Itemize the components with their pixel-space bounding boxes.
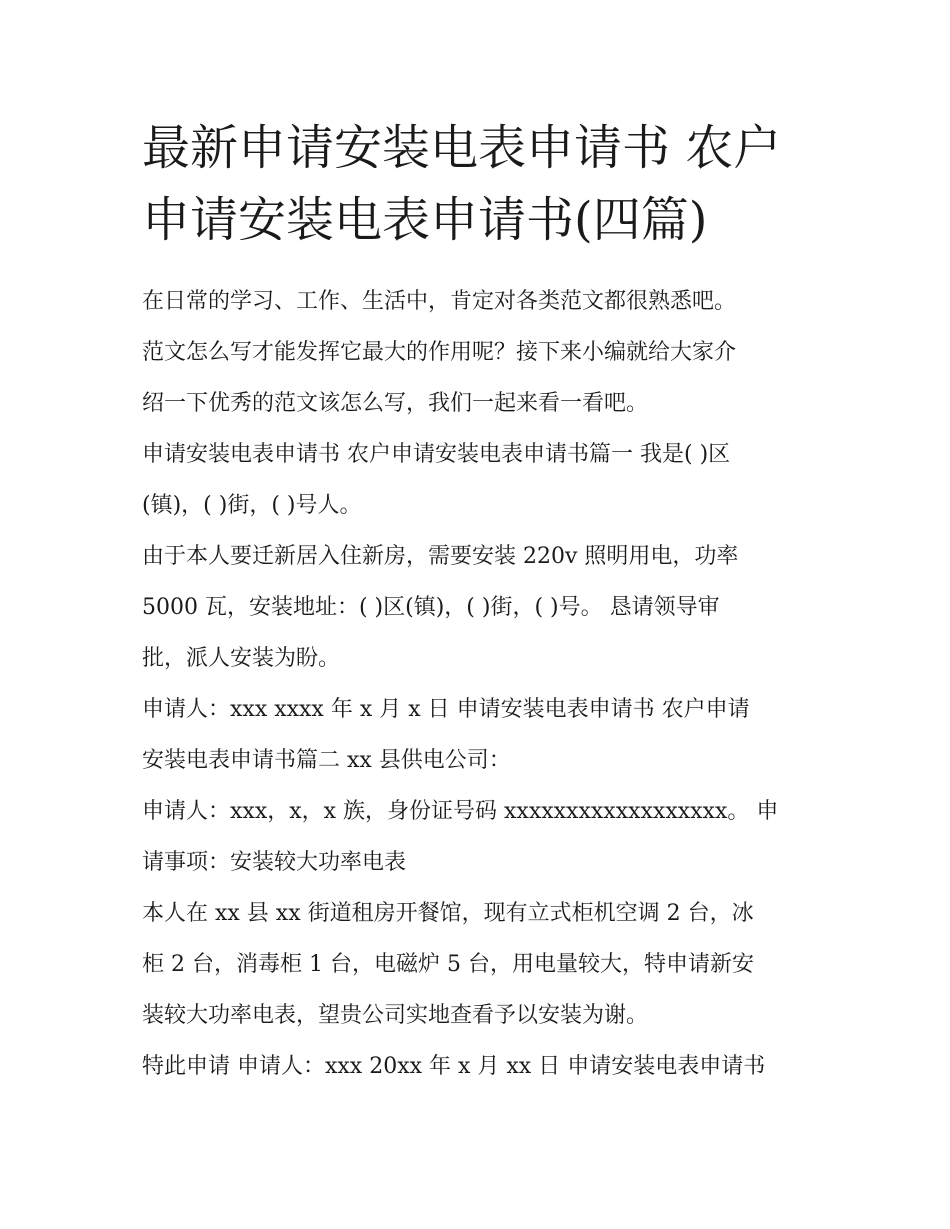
body-line-10: 安装电表申请书篇二 xx 县供电公司：: [142, 748, 511, 773]
body-line-5: (镇)，( )街，( )号人。: [142, 493, 362, 518]
body-line-16: 特此申请 申请人：xxx 20xx 年 x 月 xx 日 申请安装电表申请书: [142, 1054, 766, 1079]
title-line-2: 申请安装电表申请书(四篇): [142, 192, 708, 248]
body-line-8: 批，派人安装为盼。: [142, 646, 341, 671]
body-line-1: 在日常的学习、工作、生活中，肯定对各类范文都很熟悉吧。: [142, 289, 737, 314]
body-line-14: 柜 2 台，消毒柜 1 台，电磁炉 5 台，用电量较大，特申请新安: [142, 952, 754, 977]
document-title: [142, 112, 842, 256]
body-line-9: 申请人：xxx xxxx 年 x 月 x 日 申请安装电表申请书 农户申请: [142, 697, 750, 722]
body-line-7: 5000 瓦，安装地址：( )区(镇)，( )街，( )号。 恳请领导审: [142, 595, 720, 620]
body-line-11: 申请人：xxx，x，x 族，身份证号码 xxxxxxxxxxxxxxxxxx。 申: [142, 799, 779, 824]
body-line-12: 请事项：安装较大功率电表: [142, 850, 407, 875]
document-body: [142, 276, 832, 1092]
body-line-3: 绍一下优秀的范文该怎么写，我们一起来看一看吧。: [142, 391, 649, 416]
body-line-13: 本人在 xx 县 xx 街道租房开餐馆，现有立式柜机空调 2 台，冰: [142, 901, 754, 926]
body-line-15: 装较大功率电表，望贵公司实地查看予以安装为谢。: [142, 1003, 649, 1028]
body-line-4: 申请安装电表申请书 农户申请安装电表申请书篇一 我是( )区: [142, 442, 731, 467]
title-line-1: 最新申请安装电表申请书 农户: [142, 120, 782, 176]
body-line-2: 范文怎么写才能发挥它最大的作用呢？接下来小编就给大家介: [142, 340, 737, 365]
body-line-6: 由于本人要迁新居入住新房，需要安装 220v 照明用电，功率: [142, 544, 739, 569]
